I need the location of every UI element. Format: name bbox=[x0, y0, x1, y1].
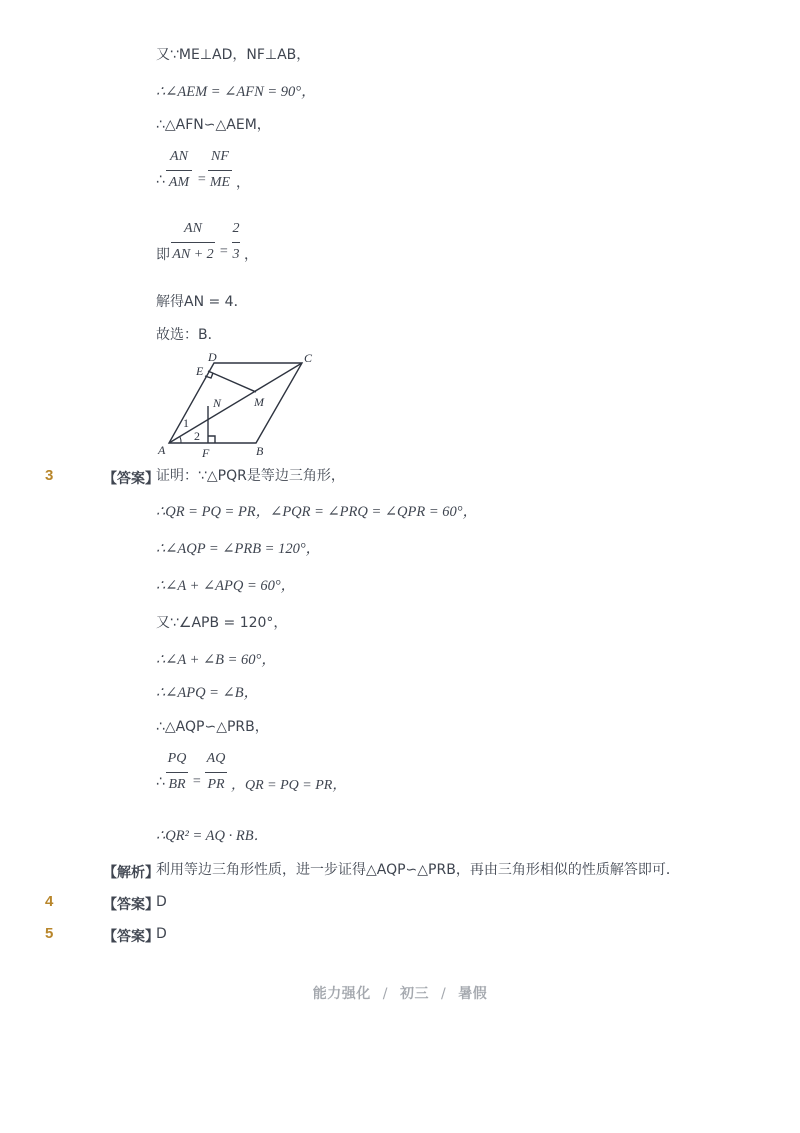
punctuation: ， bbox=[236, 175, 250, 191]
proof-line: ∴△AFN∽△AEM， bbox=[156, 117, 271, 133]
therefore-symbol: ∴ bbox=[156, 172, 165, 188]
footer-course: 能力强化 bbox=[312, 986, 371, 1002]
equals: = bbox=[192, 774, 202, 789]
fraction bbox=[166, 751, 188, 793]
page-footer bbox=[0, 983, 800, 1003]
ji-text: 即 bbox=[156, 247, 170, 263]
proof-line: ∴△AQP∽△PRB， bbox=[156, 719, 269, 735]
fraction bbox=[232, 221, 240, 263]
proof-line: ∴∠A + ∠APQ = 60°， bbox=[156, 578, 296, 594]
proof-line: ∴QR = PQ = PR，∠PQR = ∠PRQ = ∠QPR = 60°， bbox=[156, 504, 478, 520]
denominator: AM bbox=[168, 175, 190, 190]
analysis-tag: 【解析】 bbox=[103, 865, 159, 881]
denominator: ME bbox=[209, 175, 231, 190]
point-label-E: E bbox=[196, 364, 204, 378]
point-label-N: N bbox=[213, 396, 222, 410]
proof-line: 证明：∵△PQR是等边三角形， bbox=[156, 468, 345, 484]
answer-value: D bbox=[156, 894, 167, 910]
equals: = bbox=[197, 172, 207, 187]
punctuation: ， bbox=[244, 247, 258, 263]
point-label-A: A bbox=[158, 443, 166, 457]
answer-value: D bbox=[156, 926, 167, 942]
footer-term: 暑假 bbox=[458, 986, 488, 1002]
numerator: AN bbox=[184, 221, 202, 236]
proof-line: 故选：B． bbox=[156, 327, 222, 343]
footer-separator: / bbox=[441, 986, 447, 1002]
point-label-F: F bbox=[202, 446, 210, 460]
analysis-text: 利用等边三角形性质，进一步证得△AQP∽△PRB，再由三角形相似的性质解答即可． bbox=[156, 862, 680, 878]
question-number: 5 bbox=[45, 925, 54, 942]
proof-line: ∴∠AQP = ∠PRB = 120°， bbox=[156, 541, 321, 557]
proof-line: 又∵∠APB = 120°， bbox=[156, 615, 288, 631]
proof-line: ∴QR² = AQ · RB． bbox=[156, 828, 269, 844]
equals: = bbox=[219, 244, 229, 259]
question-number: 4 bbox=[45, 893, 54, 910]
angle-label-2: 2 bbox=[194, 429, 200, 443]
denominator: BR bbox=[168, 777, 186, 792]
parallelogram-figure bbox=[150, 347, 330, 462]
answer-tag: 【答案】 bbox=[103, 929, 159, 945]
proof-line: ∴∠AEM = ∠AFN = 90°， bbox=[156, 84, 316, 100]
therefore-symbol: ∴ bbox=[156, 774, 165, 790]
fraction bbox=[166, 149, 192, 191]
fraction bbox=[171, 221, 215, 263]
fraction bbox=[205, 751, 227, 793]
numerator: NF bbox=[211, 149, 229, 164]
footer-grade: 初三 bbox=[400, 986, 429, 1002]
denominator: PR bbox=[207, 777, 225, 792]
answer-tag: 【答案】 bbox=[103, 471, 159, 487]
point-label-C: C bbox=[304, 351, 313, 365]
denominator: 3 bbox=[232, 247, 240, 262]
question-number: 3 bbox=[45, 467, 54, 484]
proof-line: 又∵ME⊥AD，NF⊥AB， bbox=[156, 47, 311, 63]
proof-line: ∴∠A + ∠B = 60°， bbox=[156, 652, 276, 668]
numerator: AQ bbox=[206, 751, 226, 766]
point-label-D: D bbox=[208, 350, 217, 364]
fraction bbox=[208, 149, 232, 191]
denominator: AN + 2 bbox=[172, 247, 214, 262]
angle-label-1: 1 bbox=[183, 416, 189, 430]
proof-line: ∴∠APQ = ∠B， bbox=[156, 685, 259, 701]
numerator: PQ bbox=[167, 751, 187, 766]
numerator: 2 bbox=[232, 221, 240, 236]
answer-tag: 【答案】 bbox=[103, 897, 159, 913]
proof-text: ，QR = PQ = PR， bbox=[231, 778, 347, 793]
footer-separator: / bbox=[382, 986, 388, 1002]
proof-line: 解得AN = 4． bbox=[156, 294, 248, 310]
point-label-M: M bbox=[254, 395, 264, 409]
numerator: AN bbox=[170, 149, 188, 164]
point-label-B: B bbox=[256, 444, 264, 458]
